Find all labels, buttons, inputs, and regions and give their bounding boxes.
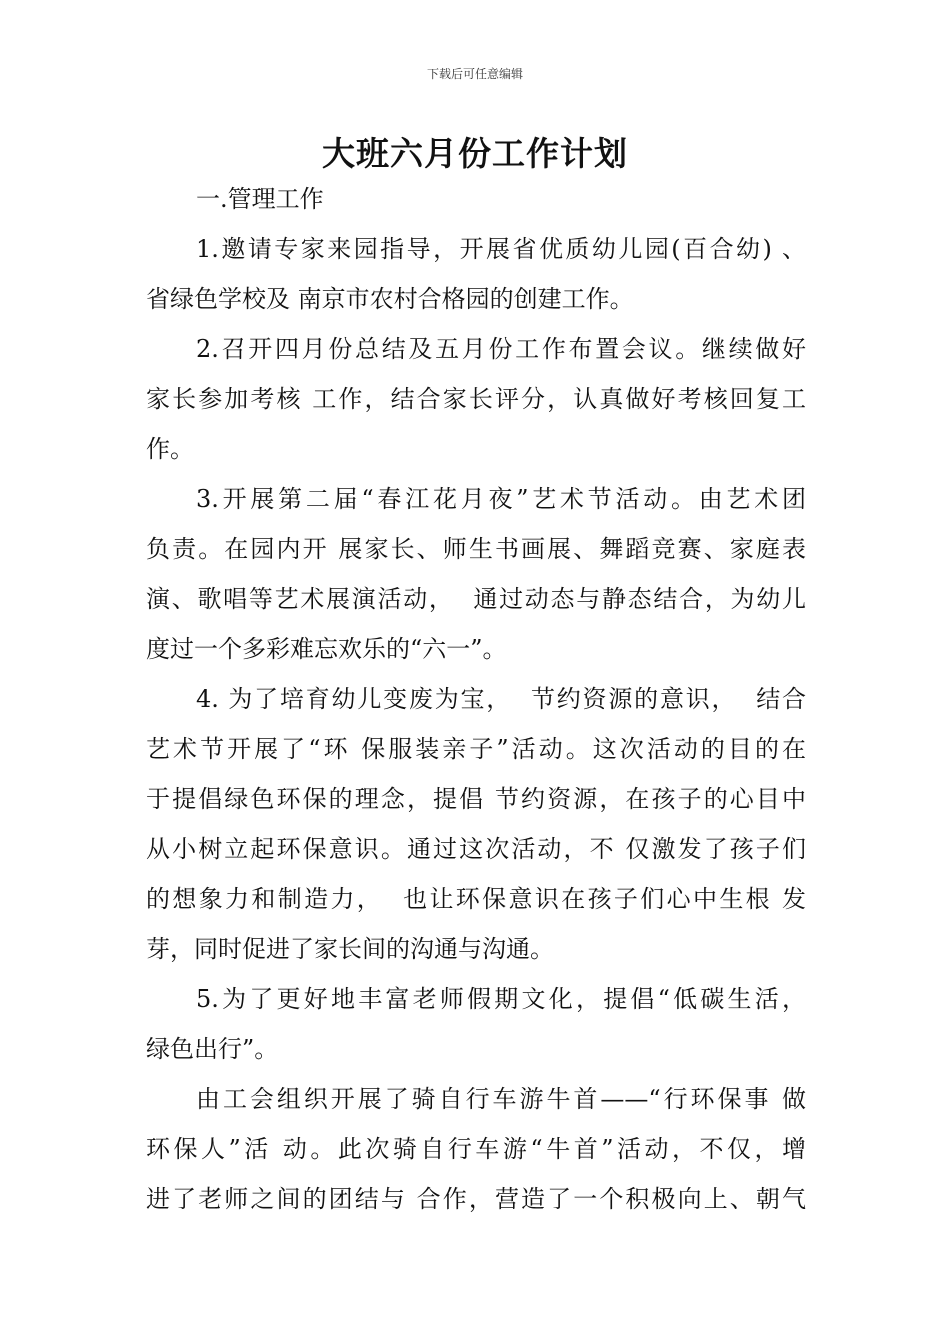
paragraph-6-line-3: 进了老师之间的团结与 合作，营造了一个积极向上、朝气 [146,1185,806,1213]
paragraph-3-line-1: 3.开展第二届“春江花月夜”艺术节活动。由艺术团 [196,485,806,513]
paragraph-2-line-2: 家长参加考核 工作，结合家长评分，认真做好考核回复工 [146,385,806,413]
paragraph-3-line-4: 度过一个多彩难忘欢乐的“六一”。 [146,635,507,663]
paragraph-6-line-2: 环保人”活 动。此次骑自行车游“牛首”活动，不仅，增 [146,1135,806,1163]
paragraph-5-line-1: 5.为了更好地丰富老师假期文化，提倡“低碳生活， [196,985,806,1013]
paragraph-4-line-5: 的想象力和制造力， 也让环保意识在孩子们心中生根 发 [146,885,806,913]
paragraph-5-line-2: 绿色出行”。 [146,1035,279,1063]
document-title: 大班六月份工作计划 [322,134,628,173]
paragraph-4-line-1: 4. 为了培育幼儿变废为宝， 节约资源的意识， 结合 [196,685,806,713]
paragraph-1-line-1: 1.邀请专家来园指导，开展省优质幼儿园(百合幼) 、 [196,235,806,263]
paragraph-4-line-6: 芽，同时促进了家长间的沟通与沟通。 [146,935,554,963]
header-note: 下载后可任意编辑 [426,67,523,81]
paragraph-2-line-1: 2.召开四月份总结及五月份工作布置会议。继续做好 [196,335,806,363]
paragraph-2-line-3: 作。 [146,435,194,463]
paragraph-3-line-3: 演、歌唱等艺术展演活动， 通过动态与静态结合，为幼儿 [146,585,806,613]
paragraph-1-line-2: 省绿色学校及 南京市农村合格园的创建工作。 [146,285,634,313]
paragraph-4-line-2: 艺术节开展了“环 保服装亲子”活动。这次活动的目的在 [146,735,806,763]
section-heading-management: 一.管理工作 [196,185,324,213]
paragraph-6-line-1: 由工会组织开展了骑自行车游牛首——“行环保事 做 [196,1085,806,1113]
paragraph-4-line-4: 从小树立起环保意识。通过这次活动，不 仅激发了孩子们 [146,835,806,863]
paragraph-4-line-3: 于提倡绿色环保的理念，提倡 节约资源，在孩子的心目中 [146,785,806,813]
paragraph-3-line-2: 负责。在园内开 展家长、师生书画展、舞蹈竞赛、家庭表 [146,535,806,563]
